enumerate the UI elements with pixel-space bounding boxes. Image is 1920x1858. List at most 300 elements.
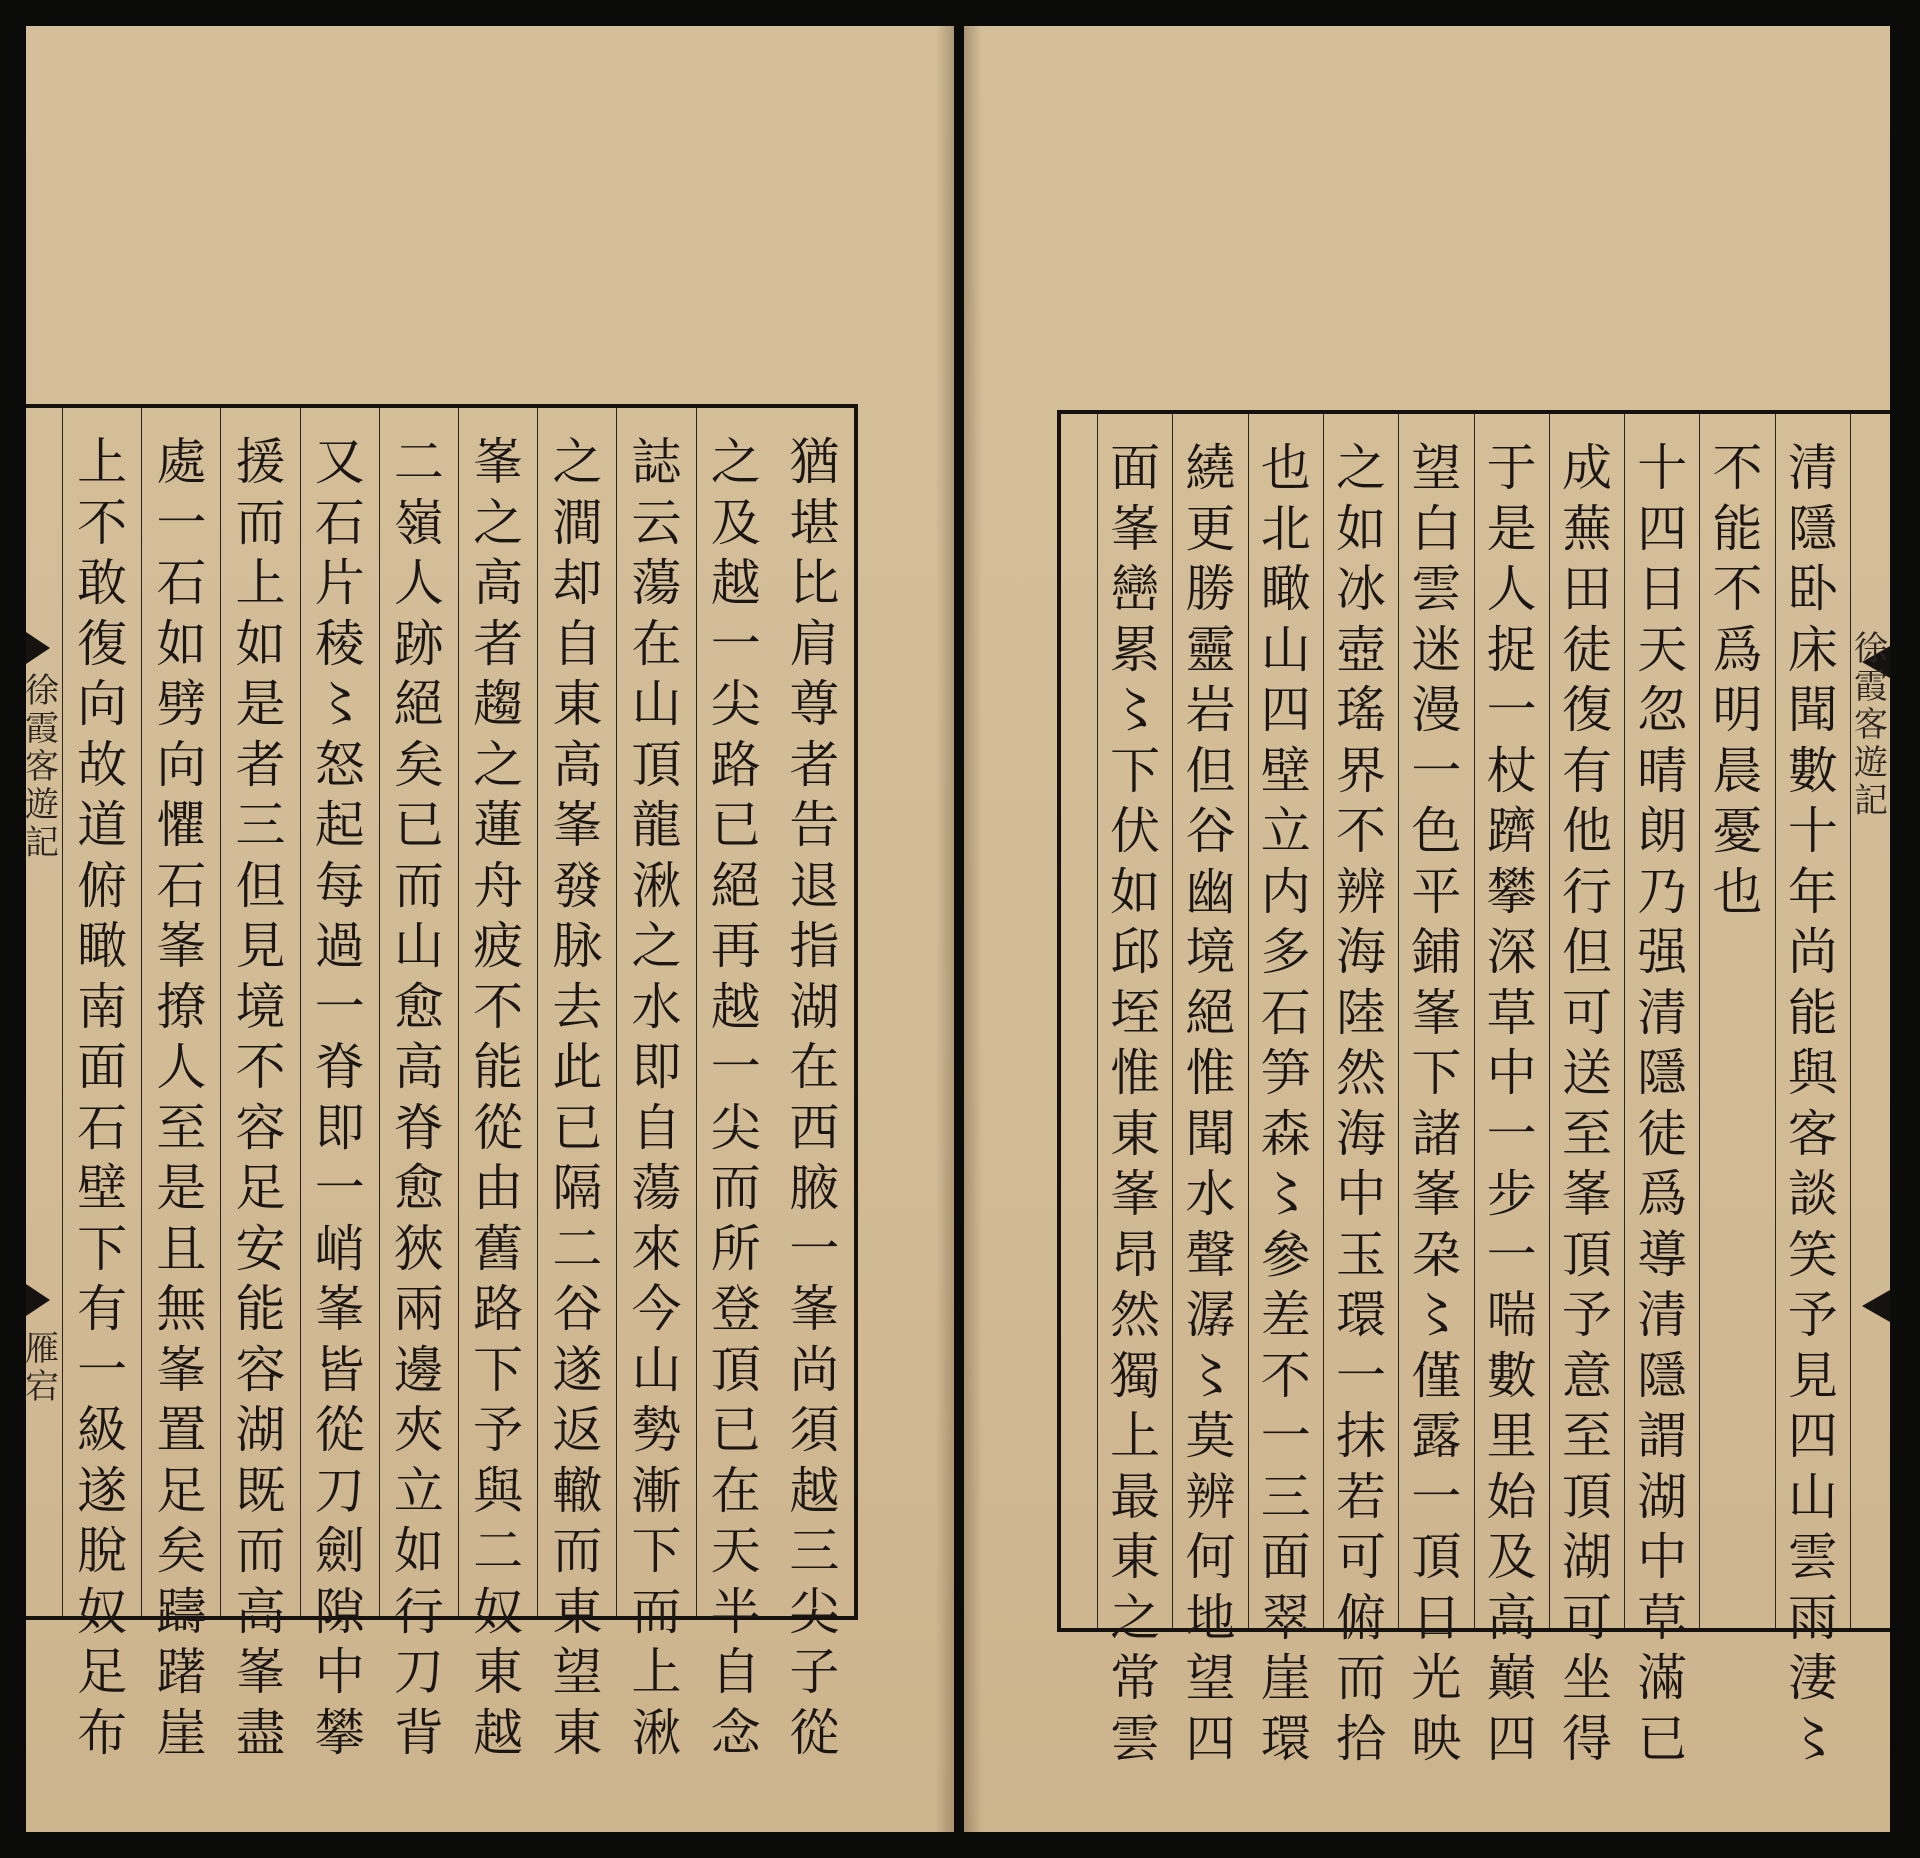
text-glyph: 始 <box>1486 1467 1537 1526</box>
text-glyph: 望 <box>1185 1649 1236 1707</box>
text-column <box>1398 414 1473 1768</box>
text-glyph: 垤 <box>1110 983 1161 1042</box>
text-glyph: 露 <box>1411 1407 1462 1465</box>
text-glyph: 成 <box>1561 439 1612 497</box>
text-glyph: 自 <box>552 614 603 673</box>
text-glyph: 狹 <box>393 1219 444 1278</box>
text-glyph: 玉 <box>1336 1225 1387 1284</box>
text-glyph: 步 <box>1486 1165 1537 1223</box>
text-glyph: 床 <box>1787 620 1838 679</box>
text-glyph: 足 <box>235 1159 286 1217</box>
text-glyph: 而 <box>710 1159 761 1217</box>
text-glyph: 而 <box>235 493 286 552</box>
text-glyph: 在 <box>789 1038 840 1096</box>
text-glyph: 勝 <box>1185 560 1236 618</box>
text-glyph: 見 <box>1787 1346 1838 1405</box>
text-glyph: 峯 <box>314 1280 365 1338</box>
text-glyph: 一 <box>1411 741 1462 800</box>
banxin-book-title <box>25 671 59 863</box>
text-glyph: 可 <box>1561 1588 1612 1647</box>
text-glyph: 捉 <box>1486 620 1537 679</box>
text-glyph: 不 <box>1712 439 1763 497</box>
text-glyph: 昂 <box>1110 1225 1161 1284</box>
text-glyph: 清 <box>1637 983 1688 1042</box>
text-glyph: 諸 <box>1411 1104 1462 1163</box>
text-glyph: 上 <box>1110 1407 1161 1465</box>
text-glyph: 但 <box>1185 741 1236 800</box>
text-glyph: 峭 <box>314 1219 365 1278</box>
text-glyph: 高 <box>552 735 603 794</box>
text-glyph: 置 <box>156 1401 207 1459</box>
text-glyph: 越 <box>710 554 761 612</box>
text-glyph: 猶 <box>789 433 840 491</box>
text-glyph: 朗 <box>1637 802 1688 860</box>
text-glyph: 尚 <box>789 1340 840 1399</box>
text-glyph: 東 <box>473 1643 524 1701</box>
text-glyph: 一 <box>1260 1407 1311 1465</box>
right-text-block <box>1057 410 1890 1768</box>
text-glyph: 三 <box>1260 1467 1311 1526</box>
text-glyph: 轍 <box>552 1461 603 1520</box>
text-glyph: 遂 <box>77 1461 128 1520</box>
text-glyph: 一 <box>77 1340 128 1399</box>
text-glyph: 下 <box>1411 1044 1462 1102</box>
text-glyph: 清 <box>1637 1286 1688 1344</box>
text-glyph: 瞰 <box>1260 560 1311 618</box>
text-glyph: 他 <box>1561 802 1612 860</box>
text-column <box>537 408 616 1762</box>
text-glyph: 已 <box>1637 1709 1688 1768</box>
text-glyph: 再 <box>710 917 761 975</box>
text-glyph: 田 <box>1561 560 1612 618</box>
text-glyph: 從 <box>789 1703 840 1762</box>
text-glyph: 如 <box>156 614 207 673</box>
text-glyph: 東 <box>1110 1104 1161 1163</box>
text-glyph: 二 <box>552 1219 603 1278</box>
text-glyph: 已 <box>552 1098 603 1157</box>
text-glyph: 晴 <box>1637 741 1688 800</box>
text-glyph: 俯 <box>1336 1588 1387 1647</box>
text-glyph: 高 <box>1486 1588 1537 1647</box>
text-glyph: 盡 <box>235 1703 286 1762</box>
text-glyph: 天 <box>1637 620 1688 679</box>
text-glyph: 漫 <box>1411 681 1462 739</box>
text-glyph: 清 <box>1787 439 1838 497</box>
text-glyph: 撩 <box>156 977 207 1036</box>
text-glyph: 隔 <box>552 1159 603 1217</box>
text-glyph: 惟 <box>1110 1044 1161 1102</box>
banxin-char: 雁 <box>25 1329 59 1369</box>
text-glyph: 也 <box>1712 862 1763 921</box>
banxin-section-title <box>25 1329 59 1407</box>
text-glyph: 敢 <box>77 554 128 612</box>
text-glyph: 俯 <box>77 856 128 915</box>
text-glyph: 下 <box>77 1219 128 1278</box>
text-glyph: 莫 <box>1185 1407 1236 1465</box>
text-glyph: 瑤 <box>1336 681 1387 739</box>
gutter-shadow <box>964 26 982 1832</box>
text-glyph: 無 <box>156 1280 207 1338</box>
text-glyph: 陸 <box>1336 983 1387 1042</box>
text-glyph: 如 <box>393 1522 444 1580</box>
text-glyph: 東 <box>1110 1528 1161 1586</box>
text-glyph: 深 <box>1486 923 1537 981</box>
text-glyph: 參 <box>1260 1225 1311 1284</box>
text-glyph: 峯 <box>1110 499 1161 558</box>
text-glyph: 面 <box>1260 1528 1311 1586</box>
text-glyph: 絕 <box>1185 983 1236 1042</box>
text-glyph: 及 <box>1486 1528 1537 1586</box>
text-glyph: 之 <box>710 433 761 491</box>
text-glyph: 能 <box>1712 499 1763 558</box>
text-glyph: 伏 <box>1110 802 1161 860</box>
text-glyph: 尚 <box>1787 923 1838 981</box>
text-glyph: 行 <box>1561 862 1612 921</box>
text-glyph: 地 <box>1185 1588 1236 1647</box>
text-glyph: 蕩 <box>631 554 682 612</box>
text-glyph: 蕩 <box>631 1159 682 1217</box>
text-column <box>1097 414 1172 1768</box>
text-glyph: 森 <box>1260 1104 1311 1163</box>
text-glyph: 矣 <box>393 735 444 794</box>
text-glyph: 東 <box>552 675 603 733</box>
text-glyph: 湫 <box>631 1703 682 1762</box>
text-column <box>379 408 458 1762</box>
text-glyph: 中 <box>1486 1044 1537 1102</box>
text-glyph: 山 <box>631 675 682 733</box>
text-glyph: 峯 <box>1411 1165 1462 1223</box>
text-glyph: 自 <box>631 1098 682 1157</box>
text-glyph: 勢 <box>631 1401 682 1459</box>
text-glyph: 是 <box>235 675 286 733</box>
text-glyph: 每 <box>314 856 365 915</box>
text-glyph: 四 <box>1787 1407 1838 1465</box>
text-glyph: 東 <box>552 1703 603 1762</box>
text-glyph: 色 <box>1411 802 1462 860</box>
text-glyph: 獨 <box>1110 1346 1161 1405</box>
left-banxin <box>25 408 59 1616</box>
text-glyph: 劈 <box>156 675 207 733</box>
text-glyph: 白 <box>1411 499 1462 558</box>
text-glyph: 刀 <box>314 1461 365 1520</box>
text-glyph: 石 <box>314 493 365 552</box>
text-glyph: 徒 <box>1637 1104 1688 1163</box>
text-glyph: 里 <box>1486 1407 1537 1465</box>
text-glyph: 淒 <box>1787 1649 1838 1707</box>
text-glyph: 但 <box>1561 923 1612 981</box>
text-glyph: 皆 <box>314 1340 365 1399</box>
text-glyph: 一 <box>789 1219 840 1278</box>
text-glyph: 映 <box>1411 1709 1462 1768</box>
text-glyph: 如 <box>1336 499 1387 558</box>
text-glyph: 于 <box>1486 439 1537 497</box>
text-glyph: 尖 <box>710 675 761 733</box>
text-glyph: 石 <box>1260 983 1311 1042</box>
text-glyph: 多 <box>1260 923 1311 981</box>
text-glyph: 來 <box>631 1219 682 1278</box>
text-glyph: 峯 <box>473 433 524 491</box>
text-glyph: 有 <box>77 1280 128 1338</box>
text-glyph: 北 <box>1260 499 1311 558</box>
text-glyph: 起 <box>314 796 365 854</box>
fish-tail-mark <box>1862 1290 1890 1322</box>
text-glyph: 十 <box>1787 802 1838 860</box>
text-glyph: 兩 <box>393 1280 444 1338</box>
text-glyph: 面 <box>77 1038 128 1096</box>
text-glyph: 卧 <box>1787 560 1838 618</box>
text-glyph: 四 <box>1637 499 1688 558</box>
text-glyph: 不 <box>1260 1346 1311 1405</box>
text-glyph: 所 <box>710 1219 761 1278</box>
text-column <box>1172 414 1247 1768</box>
text-glyph: 之 <box>473 493 524 552</box>
text-glyph: 送 <box>1561 1044 1612 1102</box>
text-glyph: 四 <box>1260 681 1311 739</box>
banxin-char: 客 <box>25 747 59 787</box>
text-glyph: 肩 <box>789 614 840 673</box>
text-glyph: 二 <box>393 433 444 491</box>
text-glyph: 談 <box>1787 1165 1838 1223</box>
text-glyph: 既 <box>235 1461 286 1520</box>
text-glyph: 路 <box>710 735 761 794</box>
text-glyph: 脊 <box>393 1098 444 1157</box>
text-glyph: 高 <box>235 1582 286 1641</box>
text-glyph: 冰 <box>1336 560 1387 618</box>
text-glyph: 行 <box>393 1582 444 1641</box>
banxin-char: 記 <box>25 823 59 863</box>
text-glyph: 越 <box>789 1461 840 1520</box>
text-glyph: 路 <box>473 1280 524 1338</box>
text-glyph: 壺 <box>1336 620 1387 679</box>
text-glyph: 上 <box>77 433 128 491</box>
text-glyph: 差 <box>1260 1286 1311 1344</box>
text-glyph: 尊 <box>789 675 840 733</box>
text-glyph: 一 <box>314 977 365 1036</box>
text-glyph: 足 <box>77 1643 128 1701</box>
text-glyph: 之 <box>1110 1588 1161 1647</box>
text-glyph: 中 <box>314 1643 365 1701</box>
text-glyph: 日 <box>1637 560 1688 618</box>
text-glyph: 一 <box>1336 1346 1387 1405</box>
text-glyph: 安 <box>235 1219 286 1278</box>
text-glyph: 僅 <box>1411 1346 1462 1405</box>
text-glyph: 一 <box>710 1038 761 1096</box>
text-glyph: 者 <box>473 614 524 673</box>
text-glyph: 邱 <box>1110 923 1161 981</box>
text-glyph: 上 <box>235 554 286 612</box>
text-glyph: 水 <box>1185 1165 1236 1223</box>
text-glyph: 峯 <box>235 1643 286 1701</box>
text-glyph: 笑 <box>1787 1225 1838 1284</box>
text-glyph: 返 <box>552 1401 603 1459</box>
text-glyph: 潺 <box>1185 1286 1236 1344</box>
text-glyph: 蕪 <box>1561 499 1612 558</box>
text-glyph: 西 <box>789 1098 840 1157</box>
text-glyph: 攀 <box>1486 862 1537 921</box>
text-glyph: 即 <box>314 1098 365 1157</box>
text-glyph: 山 <box>1260 620 1311 679</box>
text-glyph: 云 <box>631 493 682 552</box>
text-glyph: 懼 <box>156 796 207 854</box>
text-glyph: 片 <box>314 554 365 612</box>
text-glyph: 雲 <box>1411 560 1462 618</box>
text-column <box>1474 414 1549 1768</box>
text-glyph: 靈 <box>1185 620 1236 679</box>
text-glyph: 望 <box>1411 439 1462 497</box>
text-glyph: 人 <box>393 554 444 612</box>
text-glyph: 舟 <box>473 856 524 915</box>
text-glyph: 山 <box>1787 1467 1838 1526</box>
text-glyph: 人 <box>1486 560 1537 618</box>
text-glyph: 向 <box>77 675 128 733</box>
text-glyph: 之 <box>631 917 682 975</box>
text-glyph: 已 <box>393 796 444 854</box>
text-glyph: 鋪 <box>1411 923 1462 981</box>
text-glyph: 見 <box>235 917 286 975</box>
text-glyph: 處 <box>156 433 207 491</box>
text-glyph: 石 <box>77 1098 128 1157</box>
text-glyph: 龍 <box>631 796 682 854</box>
text-glyph: 也 <box>1260 439 1311 497</box>
text-glyph: 人 <box>156 1038 207 1096</box>
text-glyph: 趨 <box>473 675 524 733</box>
text-glyph: 累 <box>1110 620 1161 679</box>
text-glyph: 可 <box>1561 983 1612 1042</box>
text-glyph: 不 <box>1336 802 1387 860</box>
text-glyph: 十 <box>1637 439 1688 497</box>
text-glyph: 高 <box>393 1038 444 1096</box>
text-glyph: 南 <box>77 977 128 1036</box>
text-glyph: 〻 <box>314 675 365 733</box>
text-glyph: 隙 <box>314 1582 365 1641</box>
text-glyph: 嶺 <box>393 493 444 552</box>
text-glyph: 頂 <box>1561 1467 1612 1526</box>
text-glyph: 尖 <box>710 1098 761 1157</box>
text-glyph: 比 <box>789 554 840 612</box>
text-glyph: 奴 <box>473 1582 524 1641</box>
banxin-char: 徐 <box>25 671 59 711</box>
text-glyph: 予 <box>1561 1286 1612 1344</box>
text-glyph: 指 <box>789 917 840 975</box>
text-glyph: 澗 <box>552 493 603 552</box>
text-glyph: 辨 <box>1185 1467 1236 1526</box>
text-glyph: 乃 <box>1637 862 1688 921</box>
text-glyph: 越 <box>710 977 761 1036</box>
text-glyph: 能 <box>473 1038 524 1096</box>
text-glyph: 脉 <box>552 917 603 975</box>
banxin-char: 霞 <box>25 709 59 749</box>
text-glyph: 足 <box>156 1461 207 1520</box>
banxin-char: 記 <box>1854 781 1888 821</box>
text-glyph: 峯 <box>552 796 603 854</box>
text-glyph: 幽 <box>1185 862 1236 921</box>
text-glyph: 與 <box>1787 1044 1838 1102</box>
text-glyph: 已 <box>710 1401 761 1459</box>
text-glyph: 湖 <box>1561 1528 1612 1586</box>
text-glyph: 環 <box>1260 1709 1311 1768</box>
text-glyph: 東 <box>552 1582 603 1641</box>
text-glyph: 怒 <box>314 735 365 794</box>
text-glyph: 迷 <box>1411 620 1462 679</box>
text-glyph: 〻 <box>1260 1165 1311 1223</box>
text-glyph: 界 <box>1336 741 1387 800</box>
text-glyph: 及 <box>710 493 761 552</box>
text-glyph: 爲 <box>1712 620 1763 679</box>
text-column <box>1775 414 1850 1768</box>
text-column <box>1248 414 1323 1768</box>
text-glyph: 一 <box>1411 1467 1462 1526</box>
text-glyph: 道 <box>77 796 128 854</box>
text-glyph: 子 <box>789 1643 840 1701</box>
text-glyph: 能 <box>1787 983 1838 1042</box>
text-glyph: 一 <box>710 614 761 673</box>
text-glyph: 之 <box>473 735 524 794</box>
fish-tail-mark <box>26 632 50 664</box>
banxin-char: 遊 <box>25 785 59 825</box>
text-glyph: 但 <box>235 856 286 915</box>
text-glyph: 遂 <box>552 1340 603 1399</box>
text-glyph: 者 <box>235 735 286 794</box>
text-glyph: 夾 <box>393 1401 444 1459</box>
text-glyph: 峯 <box>156 1340 207 1399</box>
text-glyph: 一 <box>314 1159 365 1217</box>
text-glyph: 隱 <box>1637 1044 1688 1102</box>
left-text-block <box>25 404 858 1762</box>
text-glyph: 然 <box>1336 1044 1387 1102</box>
text-glyph: 自 <box>710 1643 761 1701</box>
text-glyph: 復 <box>77 614 128 673</box>
text-glyph: 有 <box>1561 741 1612 800</box>
text-glyph: 之 <box>552 433 603 491</box>
text-glyph: 草 <box>1486 983 1537 1042</box>
text-glyph: 去 <box>552 977 603 1036</box>
text-glyph: 三 <box>789 1522 840 1580</box>
text-glyph: 發 <box>552 856 603 915</box>
text-glyph: 絕 <box>393 675 444 733</box>
text-glyph: 更 <box>1185 499 1236 558</box>
text-glyph: 可 <box>1336 1528 1387 1586</box>
text-glyph: 却 <box>552 554 603 612</box>
text-glyph: 〻 <box>1185 1346 1236 1405</box>
text-glyph: 導 <box>1637 1225 1688 1284</box>
text-glyph: 辨 <box>1336 862 1387 921</box>
text-glyph: 光 <box>1411 1649 1462 1707</box>
text-glyph: 在 <box>631 614 682 673</box>
text-glyph: 何 <box>1185 1528 1236 1586</box>
text-glyph: 頂 <box>1411 1528 1462 1586</box>
text-glyph: 之 <box>1336 439 1387 497</box>
text-glyph: 如 <box>235 614 286 673</box>
text-glyph: 不 <box>235 1038 286 1096</box>
text-glyph: 得 <box>1561 1709 1612 1768</box>
text-column <box>141 408 220 1762</box>
text-glyph: 頂 <box>710 1340 761 1399</box>
text-glyph: 石 <box>156 856 207 915</box>
text-glyph: 今 <box>631 1280 682 1338</box>
text-glyph: 如 <box>1110 862 1161 921</box>
text-glyph: 已 <box>710 796 761 854</box>
text-glyph: 堪 <box>789 493 840 552</box>
text-glyph: 與 <box>473 1461 524 1520</box>
text-glyph: 此 <box>552 1038 603 1096</box>
text-column <box>300 408 379 1762</box>
text-glyph: 喘 <box>1486 1286 1537 1344</box>
text-glyph: 頂 <box>631 735 682 794</box>
text-glyph: 者 <box>789 735 840 794</box>
text-glyph: 聲 <box>1185 1225 1236 1284</box>
text-glyph: 二 <box>473 1522 524 1580</box>
text-glyph: 聞 <box>1787 681 1838 739</box>
